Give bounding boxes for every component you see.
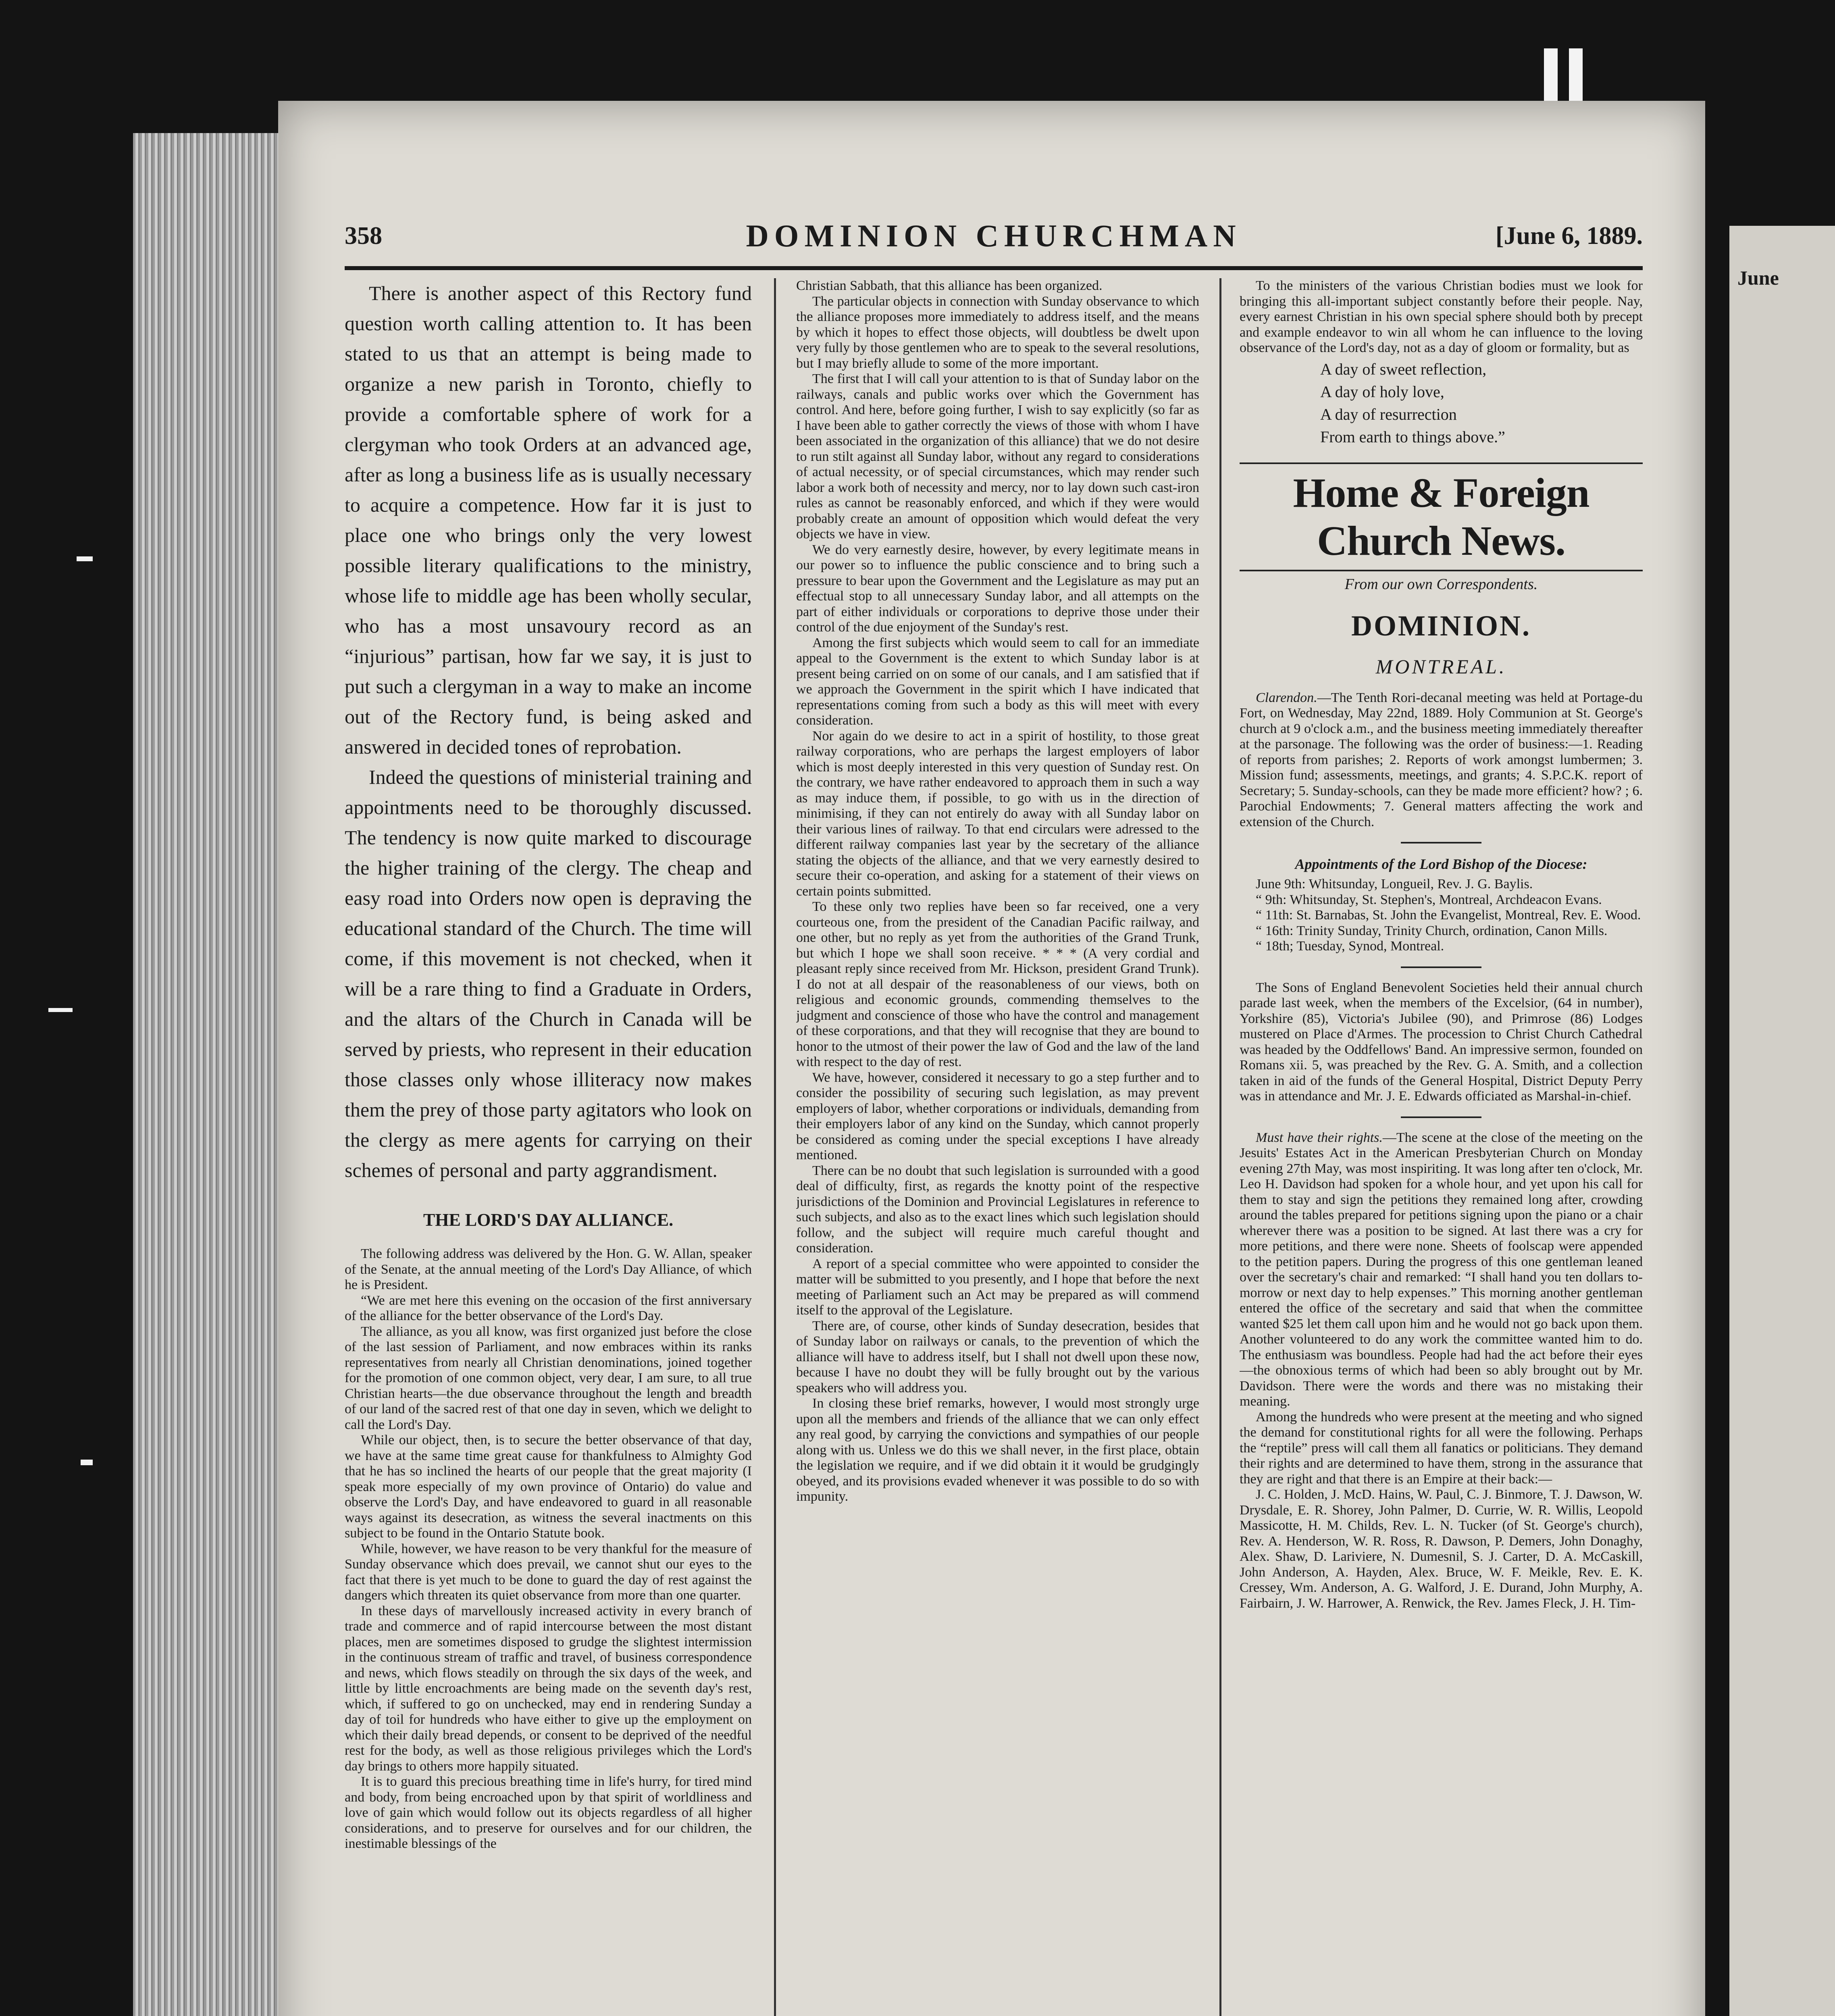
header-rule: [345, 266, 1643, 270]
article-paragraph: To these only two replies have been so far received, one a very courteous one, from the president of the Canadian Pacific railway, and one other, but no reply as yet from the authorities of the Grand Trunk, but which I hope we shall soon receive. * * * (A very cordial and pleasant reply since received from Mr. Hickson, president Grand Trunk). I do not at all despair of the reasonableness of our views, both on religious and economic grounds, commending themselves to the judgment and conscience of those who have the control and management of these corporations, and that they will recognise that they are bound to honor to the utmost of their power the law of God and the law of the land with respect to the day of rest.: [796, 899, 1199, 1069]
appointment-item: June 9th: Whitsunday, Longueil, Rev. J. G. Baylis.: [1256, 877, 1533, 891]
article-paragraph: Nor again do we desire to act in a spirit of hostility, to those great railway corporations, who are perhaps the largest employers of labor which is most deeply interested in this very question of Sunday rest. On the contrary, we have rather endeavored to approach them in such a way as may induce them, if possible, to go with us in the direction of minimising, if they can not entirely do away with all Sunday labor on their various lines of railway. To that end circulars were adressed to the different railway companies last year by the secretary of the alliance stating the objects of the alliance, and that we very earnestly desired to secure their co-operation, and asking for a statement of their views on certain points submitted.: [796, 728, 1199, 899]
section-heading: Home & Foreign Church News.: [1240, 462, 1643, 571]
article-paragraph: Christian Sabbath, that this alliance has been organized.: [796, 278, 1103, 293]
news-runin: Must have their rights.: [1256, 1130, 1383, 1145]
adjacent-page-header: June: [1737, 267, 1779, 289]
appointment-item: “ 11th: St. Barnabas, St. John the Evangelist, Montreal, Rev. E. Wood.: [1256, 908, 1641, 923]
article-paragraph: We do very earnestly desire, however, by every legitimate means in our power so to influence the public conscience and to bring such a pressure to bear upon the Government and the Legislature as may put an effectual stop to all unnecessary Sunday labor, and all attempts on the part of either individuals or corporations to deprive those under their control of the due enjoyment of the Sunday's rest.: [796, 542, 1199, 635]
appointment-item: “ 16th: Trinity Sunday, Trinity Church, ordination, Canon Mills.: [1256, 923, 1608, 938]
book-page-edges: [133, 133, 278, 2016]
adjacent-page: [1729, 226, 1835, 2016]
appointment-item: “ 9th: Whitsunday, St. Stephen's, Montreal, Archdeacon Evans.: [1256, 892, 1602, 907]
article-paragraph: While, however, we have reason to be very thankful for the measure of Sunday observance which does prevail, we cannot shut our eyes to the fact that there is yet much to be done to guard the day of rest against the dangers which threaten its quiet observance from more than one quarter.: [345, 1541, 752, 1603]
article-paragraph: Among the first subjects which would seem to call for an immediate appeal to the Government is the extent to which Sunday labor is at present being carried on on some of our canals, and I am satisfied that if we approach the Government in the spirit which I have indicated that representations coming from such a body as this will meet with every consideration.: [796, 635, 1199, 728]
film-mark: [77, 556, 93, 561]
news-item: Among the hundreds who were present at the meeting and who signed the demand for constitutional rights for all were the following. Perhaps the “reptile” press will call them all fanatics or politicians. They demand their rights and are determined to have them, strong in the assurance that they are right and that there is an Empire at their back:—: [1240, 1409, 1643, 1487]
article-paragraph: While our object, then, is to secure the better observance of that day, we have at the same time great cause for thankfulness to Almighty God that he has so inclined the hearts of our people that the great majority (I speak more especially of my own province of Ontario) do value and observe the Lord's Day, and have endeavored to guard in all reasonable ways against its desecration, as witness the several inactments on this subject to be found in the Ontario Statute book.: [345, 1433, 752, 1541]
column-rule: [774, 278, 776, 2016]
article-paragraph: It is to guard this precious breathing time in life's hurry, for tired mind and body, from being encroached upon by that spirit of worldliness and love of gain which would follow out its objects regardless of all higher considerations, and to preserve for ourselves and for our children, the inestimable blessings of the: [345, 1774, 752, 1851]
article-paragraph: The alliance, as you all know, was first organized just before the close of the last session of Parliament, and now embraces within its ranks representatives from nearly all Christian denominations, joined together for the promotion of one common object, very dear, I am sure, to all true Christian hearts—the due observance throughout the length and breadth of our land of the sacred rest of that one day in seven, which we delight to call the Lord's Day.: [345, 1324, 752, 1432]
news-body: —The Tenth Rori-decanal meeting was held at Portage-du Fort, on Wednesday, May 22nd, 1889. Holy Communion at St. George's church at 9 o'clock a.m., and the business meeting immediately thereafter at the parsonage. The following was the order of business:—1. Reading of reports from parishes; 2. Reports of work amongst lumbermen; 3. Mission fund; assessments, meetings, and grants; 4. S.P.C.K. report of Secretary; 5. Sunday-schools, can they be made more efficient? how? ; 6. Parochial Endowments; 7. General matters affecting the work and extension of the Church.: [1240, 690, 1643, 829]
city-heading: MONTREAL.: [1375, 655, 1507, 678]
film-mark: [81, 1460, 93, 1465]
news-runin: Clarendon.: [1256, 690, 1317, 705]
news-item: [1240, 690, 1643, 830]
article-paragraph: “We are met here this evening on the occasion of the first anniversary of the alliance for the better observance of the Lord's Day.: [345, 1293, 752, 1323]
verse-line: From earth to things above.”: [1320, 427, 1505, 446]
article-paragraph: There are, of course, other kinds of Sunday desecration, besides that of Sunday labor on railways or canals, to the prevention of which the alliance will have to address itself, but I shall not dwell upon these now, because I have no doubt they will be fully brought out by the various speakers who will address you.: [796, 1318, 1199, 1395]
film-mark: [48, 1008, 73, 1012]
article-paragraph: To the ministers of the various Christian bodies must we look for bringing this all-important subject constantly before their people. Nay, every earnest Christian in his own special sphere should both by precept and example endeavor to win all whom he can influence to the loving observance of the Lord's day, not as a day of gloom or formality, but as: [1240, 278, 1643, 355]
appointment-item: “ 18th; Tuesday, Synod, Montreal.: [1256, 939, 1444, 954]
column-3: [1240, 278, 1643, 2016]
divider: [1401, 1116, 1481, 1118]
article-paragraph: In these days of marvellously increased activity in every branch of trade and commerce and of rapid intercourse between the most distant places, men are sometimes disposed to grudge the slightest intermission in the continuous stream of traffic and travel, of business correspondence and news, which flows steadily on through the six days of the week, and little by little encroachments are being made on the seventh day's rest, which, if suffered to go on unchecked, may end in rendering Sunday a day of toil for hundreds who have either to give up the employment on which their daily bread depends, or consent to be deprived of the needful rest for the body, as well as those religious privileges which the Lord's day brings to others more happily situated.: [345, 1603, 752, 1774]
newspaper-page: [278, 101, 1705, 2016]
page-number: 358: [345, 222, 382, 250]
article-paragraph: A report of a special committee who were appointed to consider the matter will be submitted to you presently, and I hope that before the next meeting of Parliament such an Act may be prepared as will commend itself to the approval of the Legislature.: [796, 1256, 1199, 1318]
running-title: DOMINION CHURCHMAN: [746, 218, 1242, 253]
column-rule: [1219, 278, 1221, 2016]
column-1: [345, 278, 752, 2016]
verse-line: A day of resurrection: [1320, 405, 1457, 423]
article-paragraph: We have, however, considered it necessary to go a step further and to consider the possibility of securing such legislation, as may prevent employers of labor, whether corporations or individuals, demanding from their employers labor of any kind on the Sunday, which cannot properly be considered as coming under the special exceptions I have already mentioned.: [796, 1070, 1199, 1162]
section-subheading: From our own Correspondents.: [1344, 575, 1538, 593]
issue-date: [June 6, 1889.: [1495, 222, 1643, 250]
editorial-paragraph: Indeed the questions of ministerial training and appointments need to be thoroughly discussed. The tendency is now quite marked to discourage the higher training of the clergy. The cheap and easy road into Orders now open is depraving the educational standard of the Church. The time will come, if this movement is not checked, when it will be a rare thing to find a Graduate in Orders, and the altars of the Church in Canada will be served by priests, who represent in their education those classes only whose illiteracy now makes them the prey of those party agitators who look on the clergy as mere agents for carrying on their schemes of personal and party aggrandisment.: [345, 766, 752, 1181]
divider: [1401, 842, 1481, 843]
section-title: THE LORD'S DAY ALLIANCE.: [423, 1210, 674, 1230]
name-list: J. C. Holden, J. McD. Hains, W. Paul, C. J. Binmore, T. J. Dawson, W. Drysdale, E. R. Shorey, John Palmer, D. Currie, W. R. Willis, Leopold Massicotte, H. M. Childs, Rev. L. N. Tucker (of St. George's church), Rev. A. Henderson, W. R. Ross, R. Dawson, P. Demers, John Donaghy, Alex. Shaw, D. Lariviere, N. Dumesnil, S. J. Carter, D. A. McCaskill, John Anderson, A. Hayden, Alex. Bruce, W. F. Meikle, Rev. E. K. Cressey, Wm. Anderson, A. G. Walford, J. E. Durand, John Murphy, A. Fairbairn, J. W. Harrower, A. Renwick, the Rev. James Fleck, J. H. Tim-: [1240, 1487, 1643, 1611]
page-header: [345, 218, 1643, 266]
editorial-paragraph: There is another aspect of this Rectory fund question worth calling attention to. It has been stated to us that an attempt is being made to organize a new parish in Toronto, chiefly to provide a comfortable sphere of work for a clergyman who took Orders at an advanced age, after as long a business life as is usually necessary to acquire a competence. How far it is just to place one who brings only the very lowest possible literary qualifications to the ministry, whose life to middle age has been wholly secular, who has a most unsavoury record as an “injurious” partisan, how far we say, it is just to put such a clergyman in a way to make an income out of the Rectory fund, is being asked and answered in decided tones of reprobation.: [345, 282, 752, 758]
article-paragraph: There can be no doubt that such legislation is surrounded with a good deal of difficulty, first, as regards the knotty point of the respective jurisdictions of the Dominion and Provincial Legislatures in reference to such subjects, and also as to the exact lines which such legislation should follow, and the subject will require much careful thought and consideration.: [796, 1163, 1199, 1256]
verse: [1240, 360, 1643, 446]
article-paragraph: The following address was delivered by the Hon. G. W. Allan, speaker of the Senate, at the annual meeting of the Lord's Day Alliance, of which he is President.: [345, 1246, 752, 1292]
article-paragraph: The particular objects in connection with Sunday observance to which the alliance proposes more immediately to address itself, and the means by which it hopes to effect those objects, will doubtless be dwelt upon very fully by those gentlemen who are to speak to the several resolutions, but I may briefly allude to some of the more important.: [796, 294, 1199, 371]
appointments-heading: Appointments of the Lord Bishop of the Diocese:: [1295, 856, 1587, 872]
news-item: [1240, 1130, 1643, 1410]
verse-line: A day of sweet reflection,: [1320, 360, 1487, 378]
verse-line: A day of holy love,: [1320, 382, 1444, 401]
divider: [1401, 966, 1481, 968]
column-2: [796, 278, 1199, 2016]
region-heading: DOMINION.: [1351, 609, 1531, 642]
news-body: —The scene at the close of the meeting on the Jesuits' Estates Act in the American Presbyterian Church on Monday evening 27th May, was most inspiriting. It was long after ten o'clock, Mr. Leo H. Davidson had spoken for a whole hour, and yet upon his call for them to stay and sign the petitions they remained long after, crowding around the tables prepared for petitions signing upon the piano or a chair wherever there was a position to be signed. At last there was a cry for more petitions, and there were none. Sheets of foolscap were appended to the petition papers. During the progress of this one gentleman leaned over the secretary's chair and remarked: “I shall hand you ten dollars to-morrow or next day to help expenses.” This morning another gentleman entered the office of the secretary and said that when the committee wanted $25 let them call upon him and he would not go back upon them. Another volunteered to do any work the committee wanted him to do. The enthusiasm was boundless. People had had the act before their eyes—the obnoxious terms of which had been so ably brought out by Mr. Davidson. There were the words and there was no mistaking their meaning.: [1240, 1130, 1643, 1409]
article-paragraph: In closing these brief remarks, however, I would most strongly urge upon all the members and friends of the alliance that we can only effect any real good, by carrying the convictions and sympathies of our people along with us. Unless we do this we shall never, in the first place, obtain the legislation we require, and if we did obtain it it would be grudgingly obeyed, and its provisions evaded whenever it was possible to do so with impunity.: [796, 1396, 1199, 1504]
news-item: The Sons of England Benevolent Societies held their annual church parade last week, when the members of the Excelsior, (64 in number), Yorkshire (85), Victoria's Jubilee (90), and Primrose (86) Lodges mustered on Place d'Armes. The procession to Christ Church Cathedral was headed by the Oddfellows' Band. An impressive sermon, founded on Romans xii. 5, was preached by the Rev. G. A. Smith, and a collection taken in aid of the funds of the General Hospital, District Deputy Perry was in attendance and Mr. J. E. Edwards officiated as Marshal-in-chief.: [1240, 980, 1643, 1104]
article-paragraph: The first that I will call your attention to is that of Sunday labor on the railways, canals and public works over which the Government has control. And here, before going further, I wish to say explicitly (so far as I have been able to gather correctly the views of those with whom I have been associated in the organization of this alliance) that we do not desire to run stilt against all Sunday labor, without any regard to considerations of actual necessity, or of special circumstances, which may render such labor a work both of necessity and mercy, nor to lay down such cast-iron rules as cannot be reasonably enforced, and which if they were would probably create an amount of opposition which would defeat the very objects we have in view.: [796, 371, 1199, 541]
